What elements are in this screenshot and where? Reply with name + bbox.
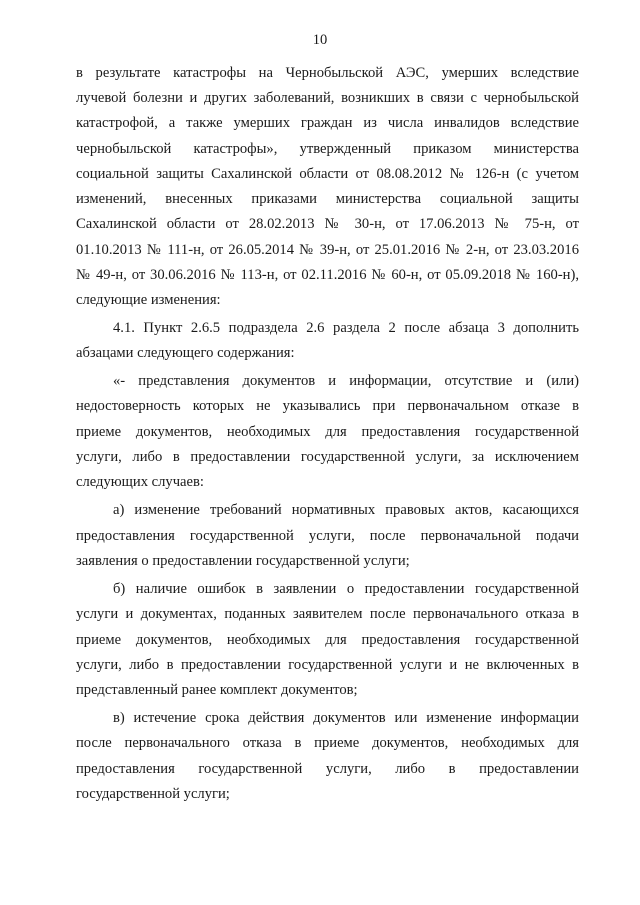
text-line: 01.10.2013 № 111-н, от 26.05.2014 № 39-н, от 25.01.2016 № 2-н, от 23.03.2016 <box>76 242 579 258</box>
text-line: «- представления документов и информации, отсутствие и (или) <box>113 373 579 389</box>
text-line: катастрофой, а также умерших граждан из числа инвалидов вследствие <box>76 115 579 131</box>
page-number: 10 <box>312 32 328 48</box>
text-line: следующие изменения: <box>76 292 221 308</box>
text-line: услуги, либо в предоставлении государственной услуги и не включенных в <box>76 657 579 673</box>
text-line: предоставления государственной услуги, после первоначальной подачи <box>76 528 579 544</box>
text-line: лучевой болезни и других заболеваний, возникших в связи с чернобыльской <box>76 90 579 106</box>
text-line: в результате катастрофы на Чернобыльской АЭС, умерших вследствие <box>76 65 579 81</box>
text-line: 4.1. Пункт 2.6.5 подраздела 2.6 раздела 2 после абзаца 3 дополнить <box>113 320 579 336</box>
text-line: услуги, либо в предоставлении государственной услуги, за исключением <box>76 449 579 465</box>
text-line: приеме документов, необходимых для предоставления государственной <box>76 632 579 648</box>
text-line: изменений, внесенных приказами министерства социальной защиты <box>76 191 579 207</box>
text-line: абзацами следующего содержания: <box>76 345 295 361</box>
text-line: Сахалинской области от 28.02.2013 № 30-н, от 17.06.2013 № 75-н, от <box>76 216 579 232</box>
text-line: следующих случаев: <box>76 474 204 490</box>
text-line: предоставления государственной услуги, либо в предоставлении <box>76 761 579 777</box>
text-line: приеме документов, необходимых для предоставления государственной <box>76 424 579 440</box>
text-line: недостоверность которых не указывались при первоначальном отказе в <box>76 398 579 414</box>
text-line: № 49-н, от 30.06.2016 № 113-н, от 02.11.2016 № 60-н, от 05.09.2018 № 160-н), <box>76 267 579 283</box>
text-line: социальной защиты Сахалинской области от 08.08.2012 № 126-н (с учетом <box>76 166 579 182</box>
text-line: заявления о предоставлении государственной услуги; <box>76 553 410 569</box>
text-line: после первоначального отказа в приеме документов, необходимых для <box>76 735 579 751</box>
text-line: услуги и документах, поданных заявителем после первоначального отказа в <box>76 606 579 622</box>
text-line: в) истечение срока действия документов или изменение информации <box>113 710 579 726</box>
text-line: чернобыльской катастрофы», утвержденный приказом министерства <box>76 141 579 157</box>
text-line: б) наличие ошибок в заявлении о предоставлении государственной <box>113 581 579 597</box>
text-line: представленный ранее комплект документов; <box>76 682 358 698</box>
text-line: а) изменение требований нормативных правовых актов, касающихся <box>113 502 579 518</box>
text-line: государственной услуги; <box>76 786 230 802</box>
